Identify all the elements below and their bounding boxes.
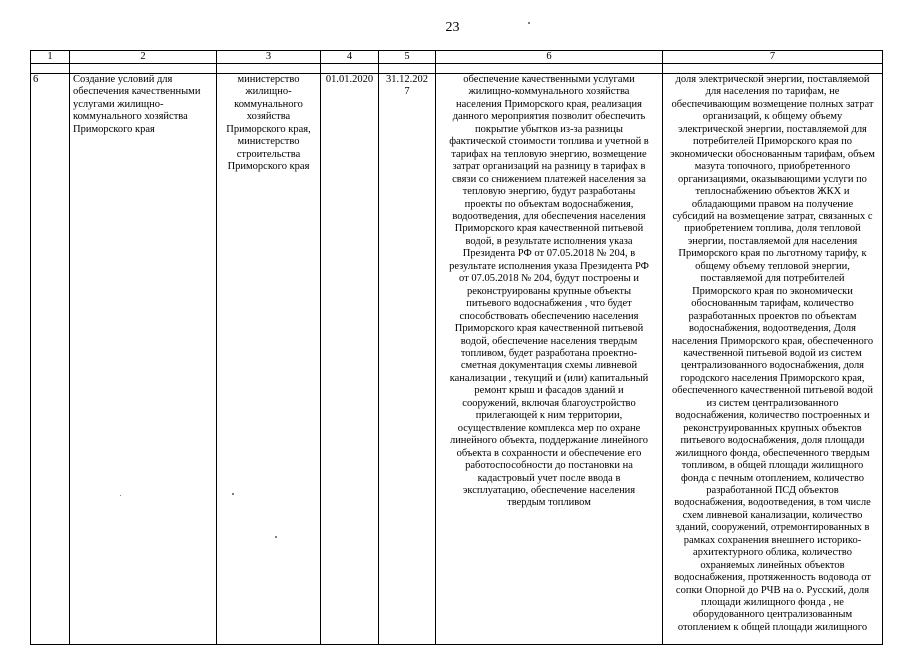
- column-header-1: 1: [31, 51, 70, 64]
- table-row: [31, 74, 883, 645]
- column-header-4: 4: [321, 51, 379, 64]
- spacer-row: [31, 64, 883, 74]
- spacer-cell: [379, 64, 436, 74]
- page-number: 23: [445, 20, 460, 35]
- expected-result-text: обеспечение качественными услугами жилищно-коммунального хозяйства населения Приморского края, реализация данного мероприятия позволит обеспечить покрытие убытков из-за разницы фактической стоимости топлива и учетной в тарифах на тепловую энергию, возмещение затрат организаций на разницу в тарифах в связи со снижением платежей населения за тепловую энергию, будут разработаны проекты по объектам водоснабжения, водоотведения, для обеспечения населения Приморского края качественной питьевой водой, в результате исполнения указа Президента РФ от 07.05.2018 № 204, в результате исполнения указа Президента РФ от 07.05.2018 № 204, будут построены и реконструированы крупные объекты питьевого водоснабжения , что будет способствовать обеспечению населения Приморского края качественной питьевой водой, обеспечение населения твердым топливом, будет разработана проектно- сметная документация схемы ливневой канализации , текущий и (или) капитальный ремонт крыш и фасадов зданий и сооружений, включая благоустройство прилегающей к ним территории, осуществление комплекса мер по охране линейного объекта, поддержание линейного объекта в сохранности и обеспечение его работоспособности до постановки на кадастровый учет после ввода в эксплуатацию, обеспечение населения твердым топливом: [449, 74, 649, 509]
- expected-result-cell: [436, 74, 663, 645]
- task-title: Создание условий для обеспечения качественными услугами жилищно- коммунального хозяйства Приморского края: [73, 74, 201, 135]
- program-table: [30, 50, 883, 645]
- spacer-cell: [70, 64, 217, 74]
- end-date-cell: [379, 74, 436, 645]
- responsible-executor: министерство жилищно- коммунального хозяйства Приморского края, министерство строительства Приморского края: [226, 74, 311, 173]
- scan-speck: [528, 22, 530, 24]
- column-header-7: 7: [663, 51, 883, 64]
- spacer-cell: [663, 64, 883, 74]
- indicators-cell: [663, 74, 883, 645]
- end-date: 31.12.202 7: [386, 74, 428, 98]
- scan-speck: [275, 536, 277, 538]
- column-header-2: 2: [70, 51, 217, 64]
- column-header-5: 5: [379, 51, 436, 64]
- scan-speck: [232, 493, 234, 495]
- start-date-cell: [321, 74, 379, 645]
- column-number-row: [31, 51, 883, 64]
- spacer-cell: [31, 64, 70, 74]
- start-date: 01.01.2020: [325, 74, 374, 85]
- row-number-cell: [31, 74, 70, 645]
- task-cell: [70, 74, 217, 645]
- executor-cell: [217, 74, 321, 645]
- scan-speck: [120, 495, 121, 496]
- column-header-3: 3: [217, 51, 321, 64]
- column-header-6: 6: [436, 51, 663, 64]
- row-number: 6: [33, 74, 39, 85]
- spacer-cell: [436, 64, 663, 74]
- spacer-cell: [217, 64, 321, 74]
- indicators-text: доля электрической энергии, поставляемой для населения по тарифам, не обеспечивающим возмещение полных затрат организаций, к общему объему электрической энергии, поставляемой для потребителей Приморского края по экономически обоснованным тарифам, объем мазута топочного, приобретенного организациями, оказывающими услуги по теплоснабжению объектов ЖКХ и обладающими правом на получение субсидий на возмещение затрат, связанных с приобретением топлива, доля тепловой энергии, поставляемой для населения Приморского края по льготному тарифу, к общему объему тепловой энергии, поставляемой для потребителей Приморского края по экономически обоснованным тарифам, количество разработанных проектов по объектам водоснабжения, водоотведения, Доля населения Приморского края, обеспеченного качественной питьевой водой из систем централизованного водоснабжения, доля городского населения Приморского края, обеспеченного качественной питьевой водой из систем централизованного водоснабжения, количество построенных и реконструированных крупных объектов питьевого водоснабжения, доля площади жилищного фонда, обеспеченного твердым топливом, в общей площади жилищного фонда с печным отоплением, количество разработанной ПСД объектов водоснабжения, водоотведения, в том числе схем ливневой канализации, количество зданий, сооружений, отремонтированных в рамках сохранения внешнего историко- архитектурного облика, количество охраняемых линейных объектов водоснабжения, протяженность водовода от сопки Опорной до РЧВ на о. Русский, доля площади жилищного фонда , не оборудованного централизованным отоплением к общей площади жилищного: [670, 74, 875, 633]
- spacer-cell: [321, 64, 379, 74]
